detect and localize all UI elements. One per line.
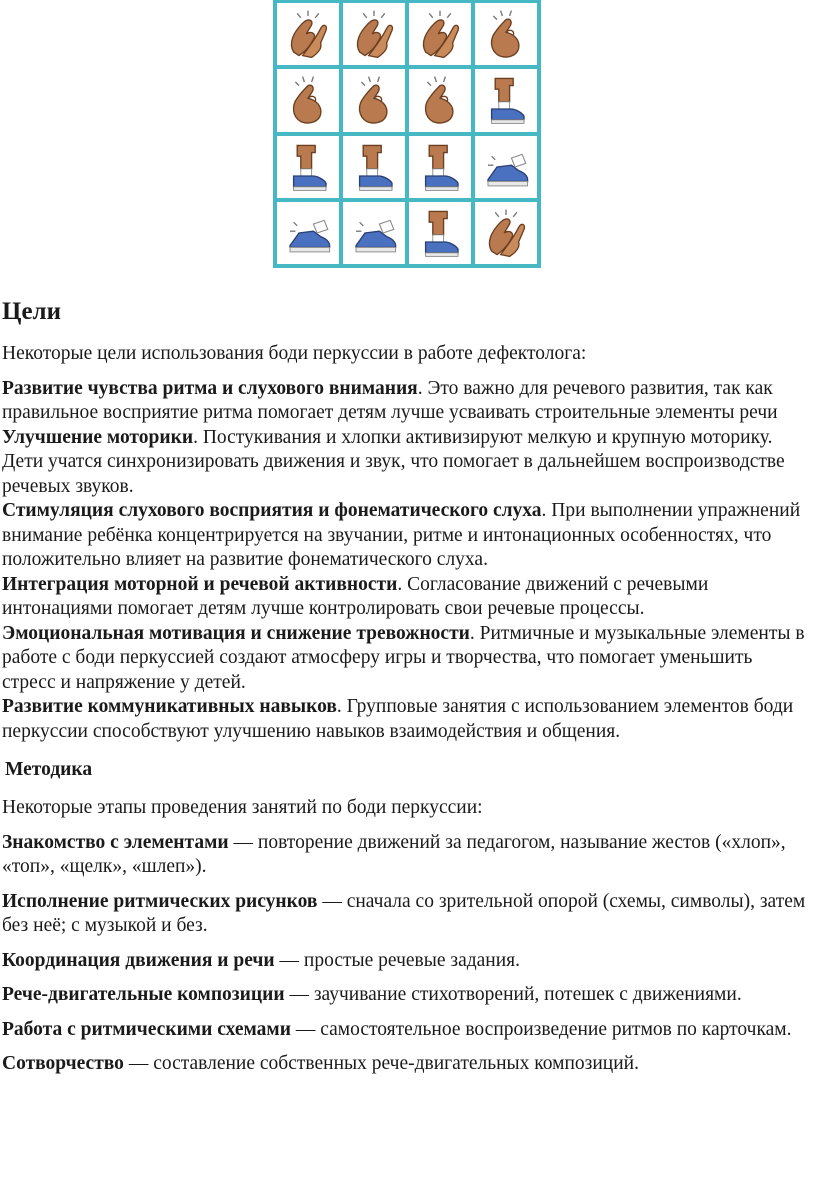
- rhythm-cell: [475, 3, 537, 65]
- step-text: — составление собственных рече-двигательных композиций.: [123, 1053, 639, 1074]
- clap-icon: [347, 7, 401, 61]
- document-body: [2, 296, 810, 1087]
- clap-icon: [413, 7, 467, 61]
- step-text: — самостоятельное воспроизведение ритмов по карточкам.: [290, 1018, 792, 1040]
- shoe-icon: [347, 206, 401, 260]
- step-term: Работа с ритмическими схемами: [2, 1018, 291, 1040]
- clap-icon: [479, 206, 533, 260]
- goal-term: Стимуляция слухового восприятия и фонематического слуха: [2, 500, 542, 521]
- step-term: Знакомство с элементами: [2, 831, 229, 853]
- rhythm-cell: [409, 202, 471, 264]
- goal-item: [2, 573, 810, 622]
- rhythm-cell: [409, 3, 471, 65]
- rhythm-card-image: [273, 0, 541, 268]
- shoe-icon: [479, 140, 533, 194]
- goal-text: . Согласование движений с речевыми интонациями помогает детям лучше контролировать свои речевые процессы.: [2, 573, 709, 619]
- stomp-icon: [413, 140, 467, 194]
- rhythm-cell: [343, 136, 405, 198]
- rhythm-cell: [475, 69, 537, 131]
- clap-icon: [281, 7, 335, 61]
- stomp-icon: [479, 73, 533, 127]
- rhythm-cell: [409, 136, 471, 198]
- step-term: Координация движения и речи: [2, 949, 275, 971]
- goal-text: . Это важно для речевого развития, так как правильное восприятие ритма помогает детям лучше усваивать строительные элементы речи: [2, 377, 778, 423]
- rhythm-grid: [277, 3, 537, 264]
- goal-text: . При выполнении упражнений внимание ребёнка концентрируется на звучании, ритме и интонационных особенностях, что положительно влияет на развитие фонематического слуха.: [2, 500, 801, 570]
- method-step: [2, 983, 810, 1008]
- step-term: Рече-двигательные композиции: [2, 984, 285, 1005]
- step-term: Сотворчество: [2, 1053, 124, 1074]
- goal-item: [2, 622, 810, 696]
- goal-item: [2, 426, 810, 500]
- goal-text: . Ритмичные и музыкальные элементы в работе с боди перкуссией создают атмосферу игры и творчества, что помогает уменьшить стресс и напряжение у детей.: [2, 622, 805, 693]
- shoe-icon: [281, 206, 335, 260]
- snap-icon: [281, 73, 335, 127]
- goals-list: [2, 377, 810, 745]
- rhythm-cell: [277, 202, 339, 264]
- step-text: — повторение движений за педагогом, называние жестов («хлоп», «топ», «щелк», «шлеп»).: [2, 831, 786, 877]
- rhythm-cell: [343, 202, 405, 264]
- stomp-icon: [413, 206, 467, 260]
- step-text: — заучивание стихотворений, потешек с движениями.: [284, 984, 742, 1005]
- stomp-icon: [347, 140, 401, 194]
- method-steps-list: [2, 831, 810, 1077]
- method-heading: Методика: [5, 759, 93, 780]
- goal-item: [2, 377, 810, 426]
- goal-item: [2, 695, 810, 744]
- step-text: — сначала со зрительной опорой (схемы, символы), затем без неё; с музыкой и без.: [2, 890, 806, 936]
- rhythm-cell: [475, 202, 537, 264]
- goal-term: Развитие коммуникативных навыков: [2, 696, 337, 717]
- goal-term: Развитие чувства ритма и слухового внимания: [2, 377, 418, 399]
- method-step: [2, 890, 810, 939]
- rhythm-cell: [277, 136, 339, 198]
- goal-text: . Постукивания и хлопки активизируют мелкую и крупную моторику. Дети учатся синхронизировать движения и звук, что помогает в дальнейшем воспроизводстве речевых звуков.: [2, 426, 785, 497]
- rhythm-cell: [409, 69, 471, 131]
- goals-heading: Цели: [2, 298, 61, 325]
- goal-term: Эмоциональная мотивация и снижение тревожности: [2, 622, 470, 644]
- method-intro: Некоторые этапы проведения занятий по боди перкуссии:: [2, 797, 483, 818]
- rhythm-cell: [277, 3, 339, 65]
- snap-icon: [413, 73, 467, 127]
- rhythm-cell: [475, 136, 537, 198]
- method-step: [2, 831, 810, 880]
- snap-icon: [479, 7, 533, 61]
- rhythm-cell: [277, 69, 339, 131]
- stomp-icon: [281, 140, 335, 194]
- step-term: Исполнение ритмических рисунков: [2, 890, 318, 912]
- snap-icon: [347, 73, 401, 127]
- rhythm-cell: [343, 3, 405, 65]
- step-text: — простые речевые задания.: [274, 949, 521, 971]
- goal-term: Интеграция моторной и речевой активности: [2, 573, 398, 595]
- goal-term: Улучшение моторики: [2, 426, 194, 448]
- rhythm-cell: [343, 69, 405, 131]
- goal-item: [2, 499, 810, 573]
- goal-text: . Групповые занятия с использованием элементов боди перкуссии способствуют улучшению навыков взаимодействия и общения.: [2, 696, 794, 742]
- method-step: [2, 1018, 810, 1043]
- method-step: [2, 1052, 810, 1077]
- method-step: [2, 949, 810, 974]
- goals-intro: Некоторые цели использования боди перкуссии в работе дефектолога:: [2, 343, 587, 364]
